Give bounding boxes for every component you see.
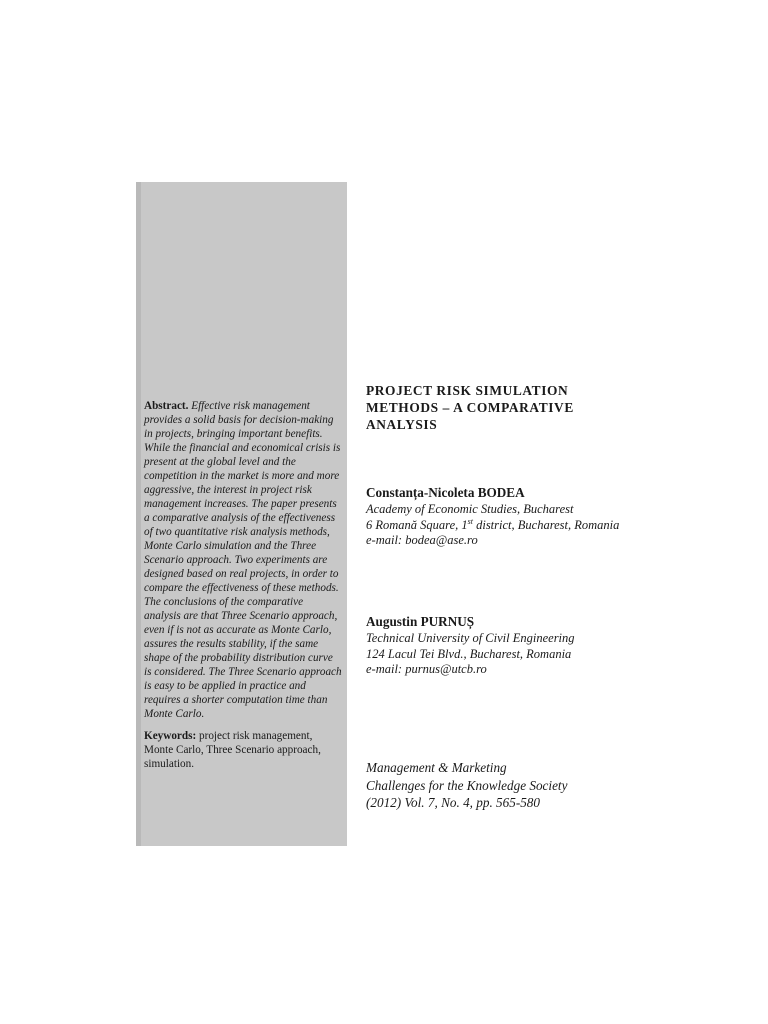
keywords-paragraph (144, 729, 342, 771)
author-email: e-mail: purnus@utcb.ro (366, 662, 487, 676)
journal-citation (366, 759, 636, 812)
abstract-block (144, 399, 342, 771)
journal-subtitle: Challenges for the Knowledge Society (366, 777, 568, 793)
author-address (366, 518, 626, 534)
author-name: Constanța-Nicoleta BODEA (366, 485, 525, 500)
author-institution: Academy of Economic Studies, Bucharest (366, 502, 574, 516)
journal-name: Management & Marketing (366, 760, 507, 775)
journal-volume: (2012) Vol. 7, No. 4, pp. 565-580 (366, 795, 540, 810)
abstract-paragraph (144, 399, 342, 721)
author-email: e-mail: bodea@ase.ro (366, 533, 478, 547)
author-address-ordinal: st (467, 516, 473, 526)
author-institution: Technical University of Civil Engineering (366, 631, 575, 645)
keywords-label: Keywords: (144, 730, 197, 742)
abstract-text: Effective risk management provides a solid basis for decision-making in projects, bringing important benefits. While the financial and economical crisis is present at the global level and the competition in the market is more and more aggressive, the interest in project risk management increases. The paper presents a comparative analysis of the effectiveness of two quantitative risk analysis methods, Monte Carlo simulation and the Three Scenario approach. Two experiments are designed based on real projects, in order to compare the effectiveness of these methods. The conclusions of the comparative analysis are that Three Scenario approach, even if is not as accurate as Monte Carlo, assures the results stability, if the same shape of the probability distribution curve is considered. The Three Scenario approach is easy to be applied in practice and requires a shorter computation time than Monte Carlo. (144, 400, 342, 720)
author-block-2 (366, 613, 626, 678)
keywords-text: project risk management, Monte Carlo, Three Scenario approach, simulation. (144, 730, 321, 770)
author-address: 124 Lacul Tei Blvd., Bucharest, Romania (366, 646, 572, 661)
author-name: Augustin PURNUȘ (366, 614, 475, 629)
author-address-part: 6 Romană Square, 1 (366, 517, 468, 532)
abstract-label: Abstract. (144, 400, 189, 412)
author-address-part: district, Bucharest, Romania (472, 517, 620, 532)
paper-title: PROJECT RISK SIMULATION METHODS – A COMPARATIVE ANALYSIS (366, 383, 574, 432)
author-block-1 (366, 484, 626, 549)
